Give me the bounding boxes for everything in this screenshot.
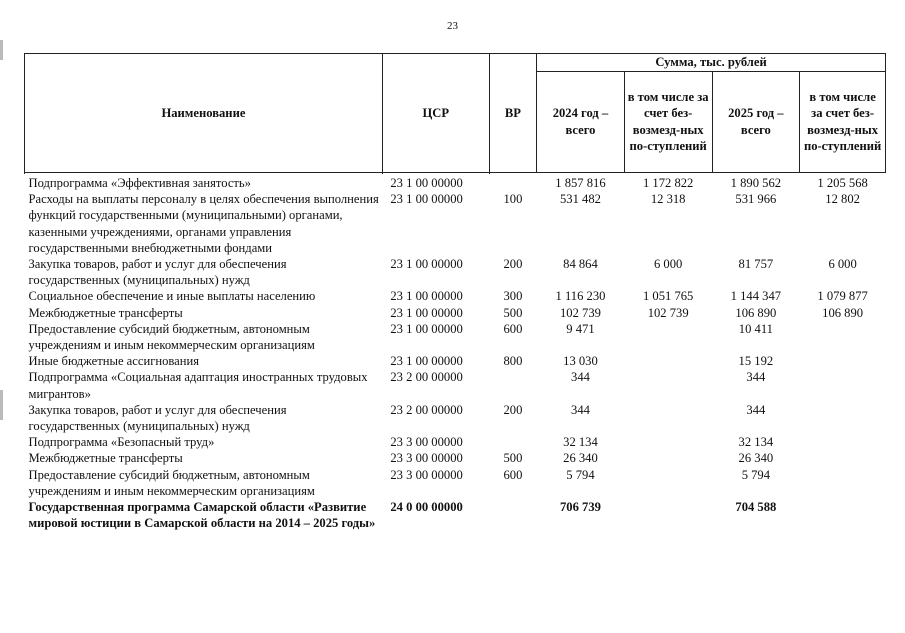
cell-name: Подпрограмма «Эффективная занятость» [28, 176, 251, 190]
table-row [25, 434, 886, 450]
cell-2024-total: 13 030 [563, 354, 598, 369]
cell-2024-gratuitous [624, 369, 712, 401]
cell-vr: 800 [503, 354, 523, 369]
cell-name: Государственная программа Самарской области «Развитие мировой юстиции в Самарской области на 2014 – 2025 годы» [28, 500, 376, 531]
cell-2024-gratuitous: 102 739 [647, 305, 689, 320]
cell-2024-gratuitous [624, 434, 712, 450]
cell-vr [489, 369, 536, 401]
cell-2024-gratuitous [624, 353, 712, 369]
cell-vr: 300 [503, 289, 523, 304]
cell-2025-gratuitous: 106 890 [822, 305, 864, 320]
cell-2024-gratuitous [624, 499, 712, 531]
table-row [25, 173, 886, 192]
cell-vr: 600 [503, 467, 523, 482]
cell-csr: 23 3 00 00000 [390, 435, 463, 450]
header-csr: ЦСР [382, 54, 489, 173]
cell-2024-total: 531 482 [559, 192, 601, 207]
cell-2024-total: 1 116 230 [555, 289, 606, 304]
cell-name: Предоставление субсидий бюджетным, автономным учреждениям и иным некоммерческим организациям [28, 321, 315, 353]
table-row [25, 450, 886, 466]
table-row [25, 467, 886, 499]
cell-2025-total: 704 588 [735, 500, 777, 515]
cell-csr: 23 1 00 00000 [390, 321, 463, 336]
cell-2025-gratuitous: 1 205 568 [817, 175, 868, 190]
cell-2024-total: 344 [571, 402, 590, 417]
cell-2025-total: 531 966 [735, 192, 777, 207]
cell-2025-gratuitous [800, 369, 886, 401]
cell-2025-total: 1 144 347 [730, 289, 782, 304]
header-2024-total: 2024 год – всего [537, 71, 625, 172]
cell-csr: 23 1 00 00000 [390, 354, 463, 369]
header-2024-gratuitous: в том числе за счет без-возмезд-ных по-ступлений [624, 71, 712, 172]
cell-2025-total: 32 134 [738, 435, 774, 450]
cell-2024-total: 26 340 [563, 451, 598, 466]
cell-vr: 100 [503, 192, 523, 207]
cell-2025-gratuitous [800, 467, 886, 499]
cell-name: Межбюджетные трансферты [28, 305, 183, 320]
scan-edge-shadow [0, 390, 3, 420]
cell-csr: 23 1 00 00000 [390, 257, 463, 272]
table-body [25, 173, 886, 532]
cell-2025-gratuitous [800, 434, 886, 450]
cell-2025-total: 15 192 [738, 354, 774, 369]
cell-name: Закупка товаров, работ и услуг для обеспечения государственных (муниципальных) нужд [28, 257, 287, 288]
cell-2025-gratuitous [800, 450, 886, 466]
cell-csr: 24 0 00 00000 [390, 500, 463, 515]
table-row [25, 321, 886, 353]
cell-name: Расходы на выплаты персоналу в целях обеспечения выполнения функций государственными (муниципальными) органами, казенными учреждениями, органами управления государственными внебюджетными фондами [28, 192, 379, 255]
cell-csr: 23 1 00 00000 [390, 176, 463, 190]
cell-2024-gratuitous [624, 467, 712, 499]
cell-vr: 200 [503, 257, 523, 272]
cell-2024-gratuitous [624, 402, 712, 434]
header-2025-total: 2025 год – всего [712, 71, 800, 172]
header-2025-gratuitous: в том числе за счет без-возмезд-ных по-ступлений [800, 71, 886, 172]
cell-2024-total: 344 [571, 370, 590, 385]
table-header [25, 54, 886, 173]
header-sum-group: Сумма, тыс. рублей [537, 54, 886, 72]
cell-csr: 23 1 00 00000 [390, 305, 463, 320]
cell-2024-gratuitous: 6 000 [653, 257, 683, 272]
table-row [25, 353, 886, 369]
table-row [25, 499, 886, 531]
cell-2025-total: 26 340 [738, 451, 774, 466]
page-number: 23 [447, 20, 458, 32]
cell-name: Социальное обеспечение и иные выплаты населению [28, 289, 316, 304]
cell-name: Межбюджетные трансферты [28, 451, 183, 466]
cell-2024-gratuitous: 1 051 765 [642, 289, 694, 304]
cell-2025-gratuitous: 1 079 877 [817, 289, 868, 304]
cell-2025-gratuitous [800, 321, 886, 353]
table-row [25, 256, 886, 288]
cell-2025-total: 344 [746, 402, 766, 417]
cell-2025-gratuitous: 6 000 [828, 257, 857, 272]
cell-2024-gratuitous [624, 450, 712, 466]
table-row [25, 191, 886, 256]
cell-vr [489, 499, 536, 531]
header-vr: ВР [489, 54, 536, 173]
cell-csr: 23 2 00 00000 [390, 402, 463, 417]
cell-2024-total: 1 857 816 [555, 175, 606, 190]
cell-vr: 500 [503, 305, 523, 320]
cell-vr [489, 434, 536, 450]
table-row [25, 369, 886, 401]
cell-2025-total: 106 890 [735, 305, 777, 320]
cell-csr: 23 3 00 00000 [390, 451, 463, 466]
table-row [25, 305, 886, 321]
cell-2025-gratuitous: 12 802 [825, 192, 860, 207]
cell-2025-gratuitous [800, 499, 886, 531]
header-name: Наименование [25, 54, 383, 173]
cell-2025-total: 5 794 [741, 467, 771, 482]
cell-2024-total: 84 864 [563, 257, 598, 272]
cell-csr: 23 1 00 00000 [390, 192, 463, 207]
cell-2024-total: 706 739 [559, 500, 601, 515]
cell-2025-total: 344 [746, 370, 766, 385]
cell-2024-gratuitous: 12 318 [650, 192, 686, 207]
cell-2025-total: 81 757 [738, 257, 774, 272]
cell-2024-total: 102 739 [559, 305, 601, 320]
cell-name: Подпрограмма «Социальная адаптация иностранных трудовых мигрантов» [28, 370, 368, 401]
cell-name: Закупка товаров, работ и услуг для обеспечения государственных (муниципальных) нужд [28, 402, 287, 434]
cell-2024-total: 9 471 [566, 321, 595, 336]
cell-2024-gratuitous [624, 321, 712, 353]
cell-csr: 23 1 00 00000 [390, 289, 463, 304]
cell-name: Предоставление субсидий бюджетным, автономным учреждениям и иным некоммерческим организациям [28, 467, 315, 498]
cell-2025-total: 1 890 562 [730, 175, 782, 190]
cell-vr: 200 [503, 402, 523, 417]
table-row [25, 402, 886, 434]
cell-2025-gratuitous [800, 353, 886, 369]
cell-2025-total: 10 411 [738, 321, 773, 336]
table-row [25, 288, 886, 304]
cell-vr: 600 [503, 321, 523, 336]
cell-2024-total: 5 794 [566, 467, 595, 482]
cell-name: Подпрограмма «Безопасный труд» [28, 435, 215, 450]
scan-edge-shadow [0, 40, 3, 60]
cell-vr: 500 [503, 451, 523, 466]
cell-name: Иные бюджетные ассигнования [28, 354, 200, 369]
cell-2024-total: 32 134 [563, 435, 598, 450]
cell-vr [489, 173, 536, 192]
budget-table [24, 53, 886, 531]
cell-csr: 23 3 00 00000 [390, 467, 463, 482]
cell-2025-gratuitous [800, 402, 886, 434]
cell-2024-gratuitous: 1 172 822 [642, 175, 694, 190]
cell-csr: 23 2 00 00000 [390, 370, 463, 385]
